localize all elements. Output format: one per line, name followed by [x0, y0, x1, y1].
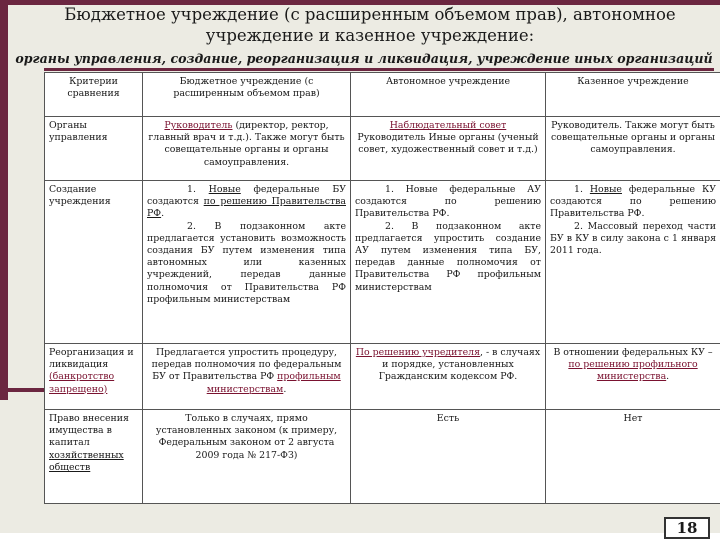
bottom-strip: [0, 533, 720, 540]
table-row-contribution: [45, 410, 720, 504]
cell-autonomous-management: Наблюдательный совет Руководитель Иные органы (ученый совет, художественный совет и т.д.): [351, 117, 546, 181]
criterion-contribution: Право внесения имущества в капитал хозяйственных обществ: [45, 410, 143, 504]
cell-state-management: Руководитель. Также могут быть совещательные органы и органы самоуправления.: [546, 117, 720, 181]
comparison-table: [44, 72, 720, 504]
table-row-management: [45, 117, 720, 181]
subtitle-underline: [44, 68, 714, 71]
slide-title: Бюджетное учреждение (с расширенным объемом прав), автономное учреждение и казенное учреждение:: [64, 5, 676, 45]
cell-autonomous-creation: 1. Новые федеральные АУ создаются по решению Правительства РФ. 2. В подзаконном акте предлагается упростить создание АУ путем изменения типа БУ, передав данные полномочия от Правительства РФ профильным министерствам: [351, 181, 546, 344]
cell-state-reorganization: В отношении федеральных КУ – по решению профильного министерства.: [546, 344, 720, 410]
budget-head-link: Руководитель: [164, 120, 233, 131]
cell-budget-reorganization: Предлагается упростить процедуру, передав полномочия по федеральным БУ от Правительства РФ профильным министерствам.: [143, 344, 351, 410]
criterion-reorganization: Реорганизация и ликвидация (банкротство запрещено): [45, 344, 143, 410]
header-autonomous: Автономное учреждение: [351, 73, 546, 117]
cell-budget-management: Руководитель (директор, ректор, главный врач и т.д.). Также могут быть совещательные органы и органы самоуправления.: [143, 117, 351, 181]
criterion-management: Органы управления: [45, 117, 143, 181]
header-budget: Бюджетное учреждение (с расширенным объемом прав): [143, 73, 351, 117]
cell-autonomous-contribution: Есть: [351, 410, 546, 504]
left-accent-bar: [0, 0, 8, 400]
table-row-reorganization: [45, 344, 720, 410]
header-criteria: Критерии сравнения: [45, 73, 143, 117]
left-accent-tick: [0, 388, 44, 392]
cell-state-contribution: Нет: [546, 410, 720, 504]
header-state: Казенное учреждение: [546, 73, 720, 117]
cell-state-creation: 1. Новые федеральные КУ создаются по решению Правительства РФ. 2. Массовый переход части БУ в КУ в силу закона с 1 января 2011 года.: [546, 181, 720, 344]
table-header-row: [45, 73, 720, 117]
cell-autonomous-reorganization: По решению учредителя, - в случаях и порядке, установленных Гражданским кодексом РФ.: [351, 344, 546, 410]
slide-subtitle: органы управления, создание, реорганизация и ликвидация, учреждение иных организаций: [15, 51, 713, 66]
criterion-creation: Создание учреждения: [45, 181, 143, 344]
autonomous-head-link: Наблюдательный совет: [389, 120, 507, 131]
table-row-creation: [45, 181, 720, 344]
slide-number: 18: [664, 517, 710, 539]
cell-budget-creation: 1. Новые федеральные БУ создаются по решению Правительства РФ. 2. В подзаконном акте предлагается установить возможность создания БУ путем изменения типа автономных или казенных учреждений, передав данные полномочия от Правительства РФ профильным министерствам: [143, 181, 351, 344]
cell-budget-contribution: Только в случаях, прямо установленных законом (к примеру, Федеральным законом от 2 августа 2009 года № 217-ФЗ): [143, 410, 351, 504]
